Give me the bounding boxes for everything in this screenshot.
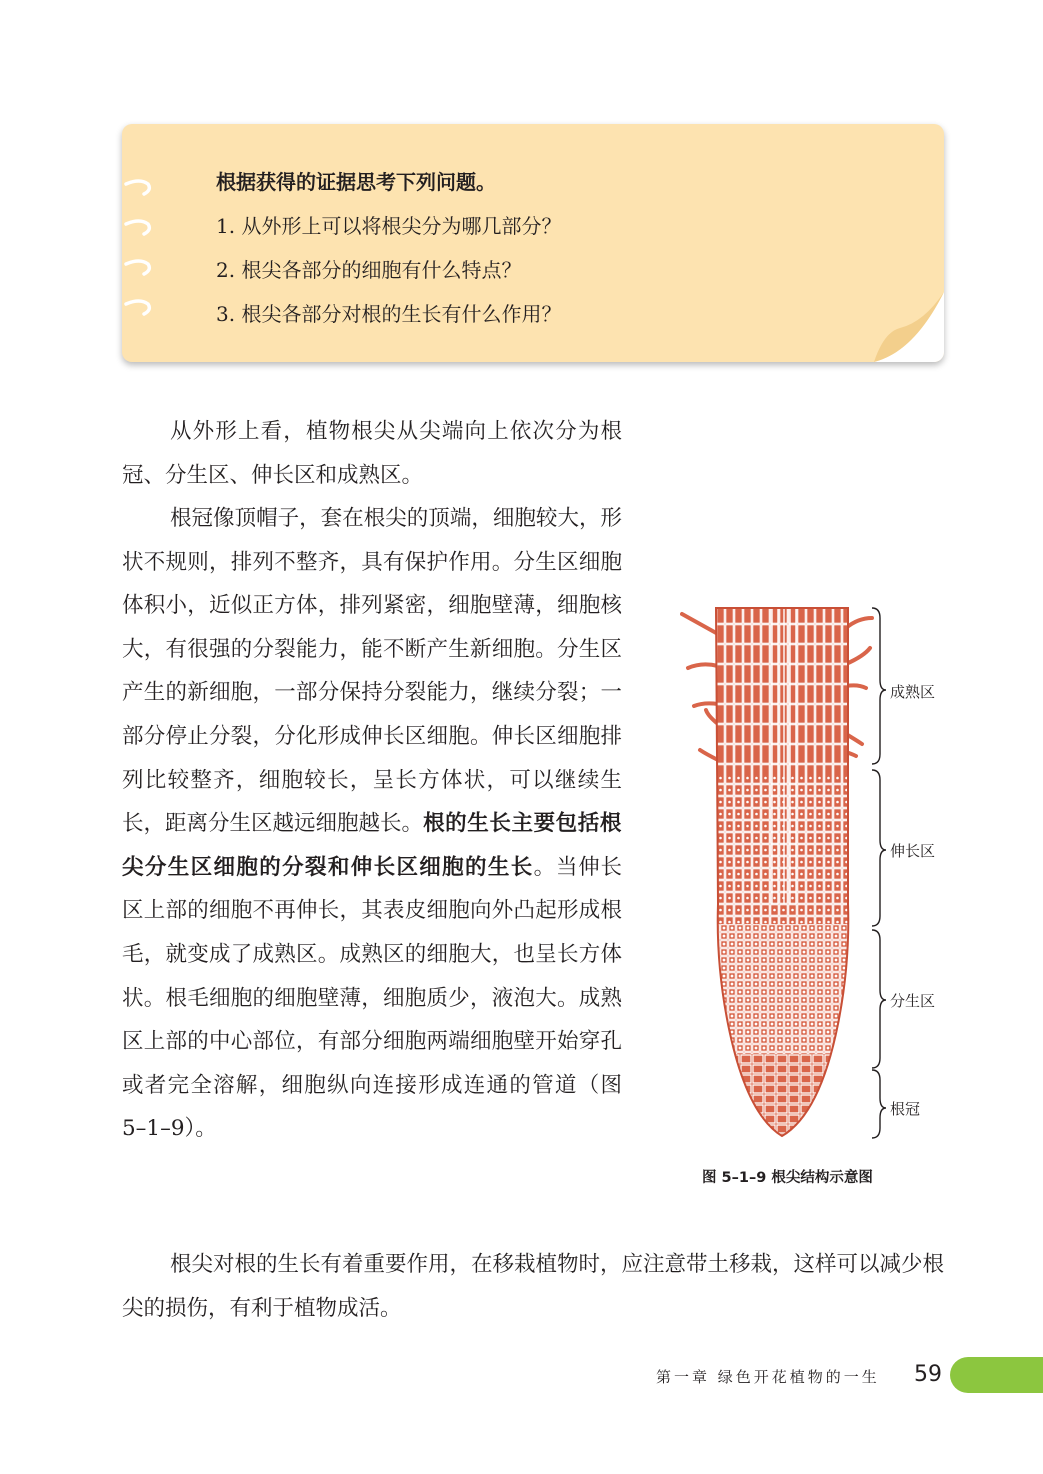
paragraph-2-end: 。当伸长区上部的细胞不再伸长，其表皮细胞向外凸起形成根毛，就变成了成熟区。成熟区的细胞大，也呈长方体状。根毛细胞的细胞壁薄，细胞质少，液泡大。成熟区上部的中心部位，有部分细胞两端细胞壁开始穿孔或者完全溶解，细胞纵向连接形成连通的管道（图 5–1–9）。 xyxy=(122,854,622,1142)
zone-label-maturation: 成熟区 xyxy=(890,683,936,701)
zone-label-elongation: 伸长区 xyxy=(890,842,936,860)
question-2: 2. 根尖各部分的细胞有什么特点？ xyxy=(216,258,522,282)
paragraph-2 xyxy=(122,497,622,1151)
paragraph-3: 根尖对根的生长有着重要作用，在移栽植物时，应注意带土移栽，这样可以减少根尖的损伤，有利于植物成活。 xyxy=(122,1252,945,1321)
figure-caption: 图 5–1–9 根尖结构示意图 xyxy=(702,1170,873,1186)
page-tab xyxy=(950,1357,1043,1393)
question-3: 3. 根尖各部分对根的生长有什么作用？ xyxy=(216,302,562,326)
page-number: 59 xyxy=(914,1362,942,1387)
paragraph-2-bold: 根的生长主要包括根尖分生区细胞的分裂和伸长区细胞的生长 xyxy=(122,811,622,880)
zone-label-root-cap: 根冠 xyxy=(890,1100,921,1118)
root-tip-figure xyxy=(680,604,980,1144)
zone-label-meristem: 分生区 xyxy=(890,992,936,1010)
question-1: 1. 从外形上可以将根尖分为哪几部分？ xyxy=(216,214,562,238)
paragraph-2-start: 根冠像顶帽子，套在根尖的顶端，细胞较大，形状不规则，排列不整齐，具有保护作用。分生区细胞体积小，近似正方体，排列紧密，细胞壁薄，细胞核大，有很强的分裂能力，能不断产生新细胞。分生区产生的新细胞，一部分保持分裂能力，继续分裂；一部分停止分裂，分化形成伸长区细胞。伸长区细胞排列比较整齐，细胞较长，呈长方体状，可以继续生长，距离分生区越远细胞越长。 xyxy=(122,506,622,837)
binder-rings-icon xyxy=(122,124,162,362)
card-content xyxy=(216,160,561,336)
paragraph-1: 从外形上看，植物根尖从尖端向上依次分为根冠、分生区、伸长区和成熟区。 xyxy=(122,419,622,488)
page-curl-icon xyxy=(854,292,944,362)
question-card xyxy=(122,124,944,362)
chapter-title: 第一章 绿色开花植物的一生 xyxy=(656,1368,880,1386)
card-heading: 根据获得的证据思考下列问题。 xyxy=(216,170,496,194)
